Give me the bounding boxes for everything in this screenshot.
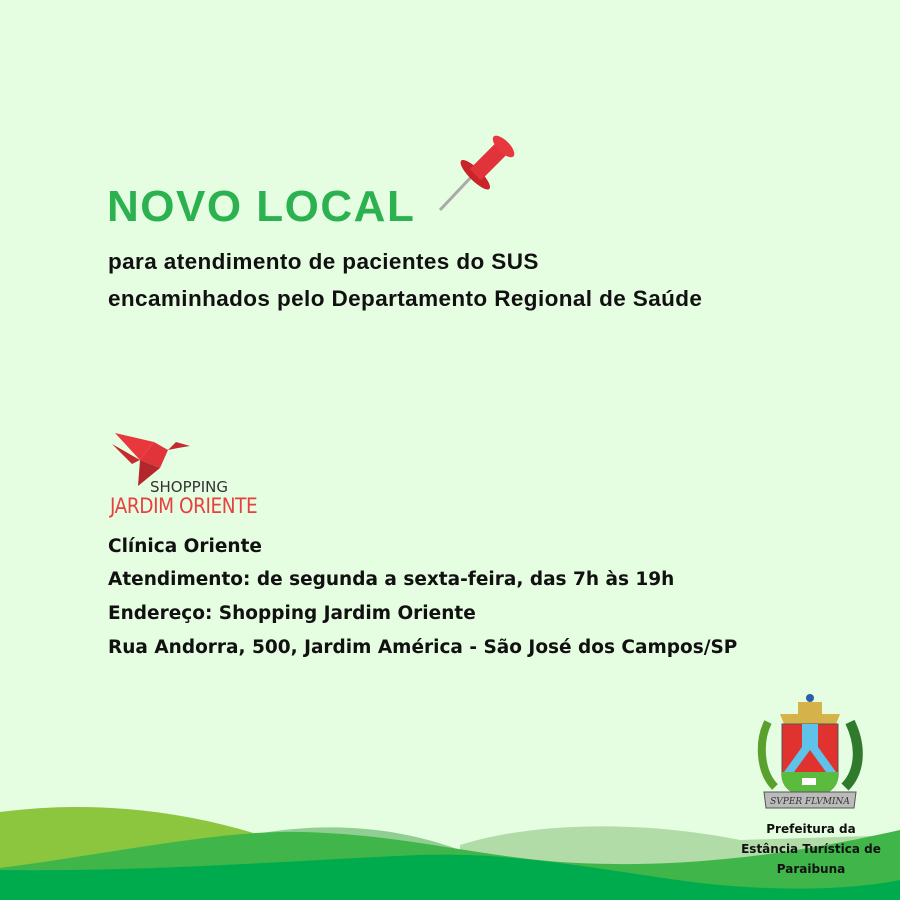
opening-hours: Atendimento: de segunda a sexta-feira, das 7h às 19h bbox=[108, 569, 675, 590]
address-line-1: Endereço: Shopping Jardim Oriente bbox=[108, 603, 476, 624]
coat-of-arms-emblem bbox=[750, 692, 870, 822]
prefeitura-line-1: Prefeitura da bbox=[766, 822, 856, 836]
clinic-name: Clínica Oriente bbox=[108, 536, 262, 557]
coat-of-arms-motto: SVPER FLVMINA bbox=[770, 797, 850, 807]
headline: NOVO LOCAL bbox=[107, 182, 416, 231]
subtitle-line-1: para atendimento de pacientes do SUS bbox=[108, 249, 539, 274]
prefeitura-line-3: Paraibuna bbox=[776, 862, 846, 876]
prefeitura-line-2: Estância Turística de bbox=[741, 842, 881, 856]
logo-shopping-text: SHOPPING bbox=[150, 478, 228, 496]
subtitle-line-2: encaminhados pelo Departamento Regional de Saúde bbox=[108, 286, 703, 311]
logo-jardim-oriente-text: JARDIM ORIENTE bbox=[110, 494, 258, 518]
pushpin-icon bbox=[436, 122, 528, 214]
address-line-2: Rua Andorra, 500, Jardim América - São José dos Campos/SP bbox=[108, 637, 738, 658]
